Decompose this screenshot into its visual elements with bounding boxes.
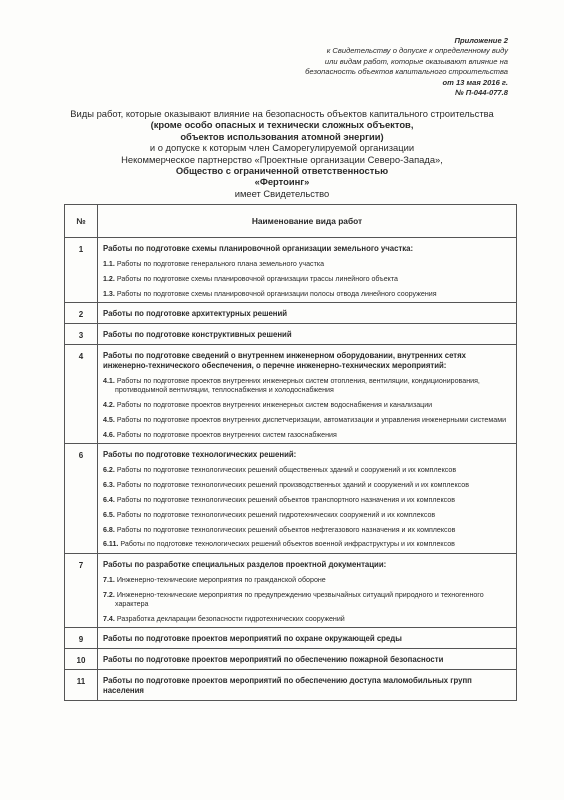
row-number: 2	[65, 303, 98, 324]
work-subitem	[103, 377, 512, 395]
heading-line: и о допуске к которым член Саморегулируемой организации	[149, 142, 415, 154]
subitem-text: Работы по подготовке схемы планировочной организации трассы линейного объекта	[116, 274, 398, 283]
subitem-text: Работы по подготовке технологических решений гидротехнических сооружений и их комплексов	[116, 510, 436, 519]
subitem-number: 6.4.	[103, 495, 115, 504]
work-subitem	[103, 466, 512, 475]
table-row	[65, 444, 517, 554]
work-subitem	[103, 401, 512, 410]
subitem-number: 6.2.	[103, 466, 115, 475]
heading-line: (кроме особо опасных и технически сложных объектов,	[150, 119, 414, 131]
subitem-text: Работы по подготовке генерального плана земельного участка	[116, 260, 325, 268]
subitem-number: 1.3.	[103, 289, 115, 298]
subitem-text: Разработка декларации безопасности гидротехнических сооружений	[116, 614, 345, 623]
subitem-text: Работы по подготовке проектов внутренних инженерных систем водоснабжения и канализации	[116, 400, 433, 409]
subitem-text: Работы по подготовке проектов внутренних систем газоснабжения	[116, 430, 337, 439]
work-subitem	[103, 496, 512, 505]
subitem-text: Работы по подготовке технологических решений объектов транспортного назначения и их комплексов	[116, 495, 455, 504]
subitem-text: Работы по подготовке технологических решений объектов военной инфраструктуры и их комплексов	[120, 540, 455, 549]
row-number: 1	[65, 238, 98, 303]
row-content	[98, 554, 517, 628]
work-subitem	[103, 481, 512, 490]
work-subitem	[103, 431, 512, 440]
row-content	[98, 345, 517, 444]
subitem-number: 6.8.	[103, 525, 115, 534]
heading-line: Виды работ, которые оказывают влияние на безопасность объектов капитального строительства	[70, 108, 494, 119]
work-type-title: Работы по подготовке архитектурных решений	[103, 309, 288, 319]
work-type-title: Работы по подготовке сведений о внутреннем инженерном оборудовании, внутренних сетях инженерно-технического обеспечения, о перечне инженерно-технических мероприятий:	[103, 351, 467, 371]
subitem-text: Работы по подготовке проектов внутренних инженерных систем отопления, вентиляции, кондиционирования, противодымной вентиляции, теплоснабжения и холодоснабжения	[115, 377, 480, 395]
annex-line: или видам работ, которые оказывают влияние на	[324, 56, 508, 66]
row-content	[98, 628, 517, 649]
annex-number: № П-044-077.8	[454, 88, 508, 98]
heading-line: объектов использования атомной энергии)	[180, 130, 384, 142]
row-number: 11	[65, 670, 98, 701]
organization-name: «Фертоинг»	[254, 176, 310, 188]
subitem-number: 7.1.	[103, 576, 115, 585]
row-content	[98, 444, 517, 554]
header-num: №	[65, 205, 98, 238]
row-content	[98, 238, 517, 303]
table-row	[65, 324, 517, 345]
subitem-text: Работы по подготовке схемы планировочной организации полосы отвода линейного сооружения	[116, 289, 437, 298]
work-type-title: Работы по подготовке конструктивных решений	[103, 330, 292, 340]
work-subitem	[103, 416, 512, 425]
work-subitem	[103, 290, 512, 299]
work-subitem	[103, 526, 512, 535]
row-content	[98, 649, 517, 670]
subitem-text: Инженерно-технические мероприятия по гражданской обороне	[116, 576, 326, 585]
subitem-number: 6.5.	[103, 510, 115, 519]
subitem-number: 6.3.	[103, 481, 115, 490]
annex-block	[238, 36, 508, 98]
subitem-number: 6.11.	[103, 540, 119, 549]
row-number: 10	[65, 649, 98, 670]
table-row	[65, 554, 517, 628]
subitem-number: 4.2.	[103, 400, 115, 409]
work-subitem	[103, 591, 512, 609]
heading-line: имеет Свидетельство	[234, 187, 330, 199]
row-number: 3	[65, 324, 98, 345]
header-name: Наименование вида работ	[98, 205, 517, 238]
table-header-row	[65, 205, 517, 238]
work-subitem	[103, 540, 512, 549]
row-content	[98, 670, 517, 701]
annex-date: от 13 мая 2016 г.	[442, 77, 508, 87]
work-subitem	[103, 511, 512, 520]
organization-type: Общество с ограниченной ответственностью	[175, 165, 389, 177]
annex-title: Приложение 2	[454, 36, 508, 45]
table-body	[65, 238, 517, 701]
work-subitem	[103, 275, 512, 284]
table-row	[65, 628, 517, 649]
work-type-title: Работы по разработке специальных разделов проектной документации:	[103, 560, 387, 570]
annex-line: к Свидетельству о допуске к определенному виду	[326, 46, 508, 56]
table-row	[65, 345, 517, 444]
subitem-text: Работы по подготовке технологических решений общественных зданий и сооружений и их комплексов	[116, 466, 457, 475]
subitem-number: 4.1.	[103, 377, 115, 386]
table-row	[65, 303, 517, 324]
subitem-text: Инженерно-технические мероприятия по предупреждению чрезвычайных ситуаций природного и техногенного характера	[115, 590, 484, 608]
table-row	[65, 238, 517, 303]
heading-line: Некоммерческое партнерство «Проектные организации Северо-Запада»,	[121, 153, 443, 165]
document-heading	[40, 108, 524, 199]
row-content	[98, 324, 517, 345]
work-type-title: Работы по подготовке технологических решений:	[103, 450, 297, 460]
subitem-number: 7.2.	[103, 590, 115, 599]
subitem-number: 1.2.	[103, 274, 115, 283]
row-number: 9	[65, 628, 98, 649]
row-content	[98, 303, 517, 324]
work-type-title: Работы по подготовке проектов мероприятий по обеспечению доступа маломобильных групп населения	[103, 676, 472, 696]
work-subitem	[103, 576, 512, 585]
annex-line: безопасность объектов капитального строительства	[305, 67, 508, 77]
row-number: 6	[65, 444, 98, 554]
subitem-text: Работы по подготовке технологических решений объектов нефтегазового назначения и их комплексов	[116, 525, 456, 534]
work-type-title: Работы по подготовке проектов мероприятий по обеспечению пожарной безопасности	[103, 655, 444, 665]
work-subitem	[103, 260, 512, 269]
table-row	[65, 670, 517, 701]
work-types-table	[64, 204, 517, 701]
subitem-number: 7.4.	[103, 614, 115, 623]
subitem-number: 1.1.	[103, 260, 115, 268]
row-number: 4	[65, 345, 98, 444]
work-type-title: Работы по подготовке схемы планировочной организации земельного участка:	[103, 244, 414, 253]
table-row	[65, 649, 517, 670]
subitem-number: 4.6.	[103, 430, 115, 439]
subitem-number: 4.5.	[103, 415, 115, 424]
subitem-text: Работы по подготовке технологических решений производственных зданий и сооружений и их комплексов	[116, 481, 469, 490]
subitem-text: Работы по подготовке проектов внутренних диспетчеризации, автоматизации и управления инженерными системами	[116, 415, 507, 424]
work-type-title: Работы по подготовке проектов мероприятий по охране окружающей среды	[103, 634, 402, 644]
row-number: 7	[65, 554, 98, 628]
work-subitem	[103, 615, 512, 624]
